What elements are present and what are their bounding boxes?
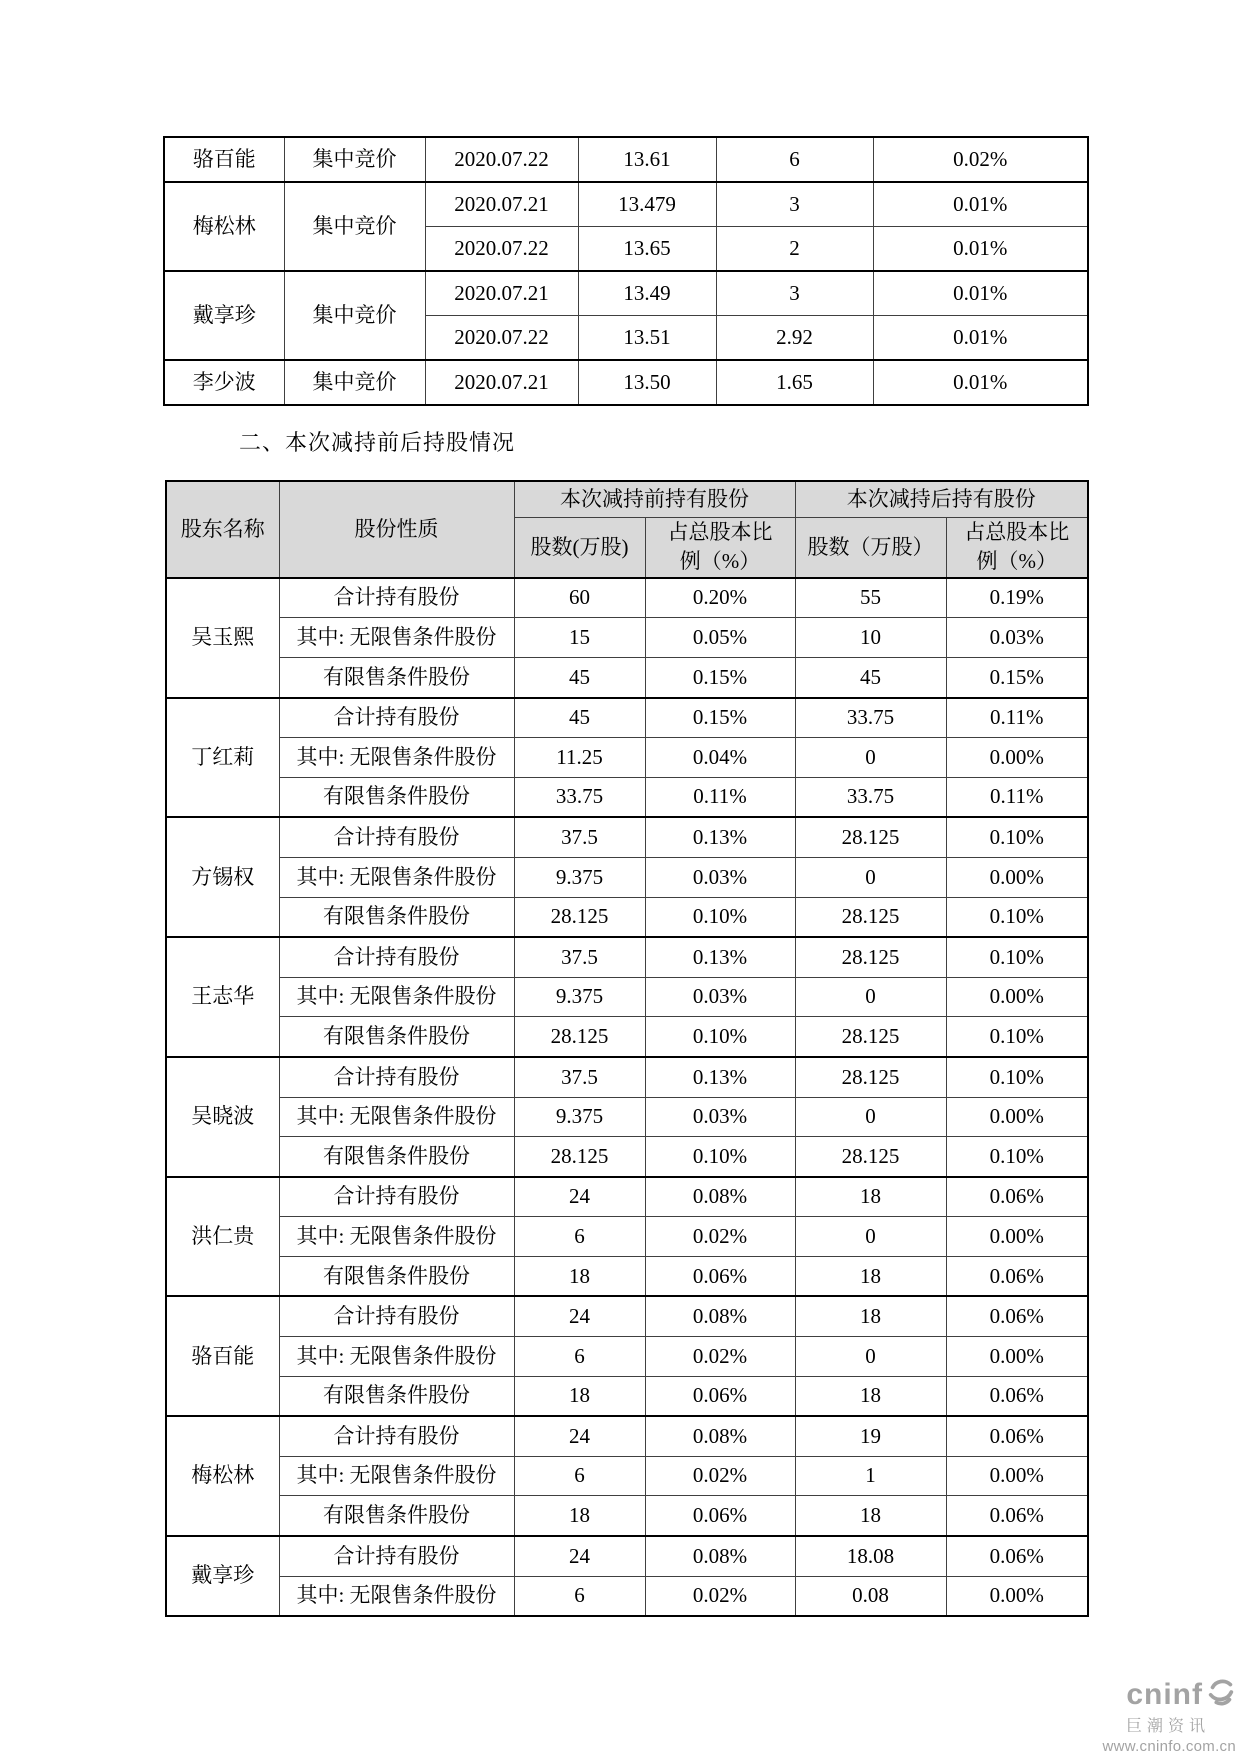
share-nature-cell: 有限售条件股份 <box>279 1256 514 1296</box>
after-shares-cell: 28.125 <box>795 1017 946 1057</box>
after-shares-cell: 18 <box>795 1496 946 1536</box>
share-nature-cell: 合计持有股份 <box>279 1536 514 1576</box>
reduction-method-cell: 集中竞价 <box>284 271 425 360</box>
share-nature-cell: 有限售条件股份 <box>279 897 514 937</box>
after-shares-cell: 0.08 <box>795 1576 946 1616</box>
avg-price-cell: 13.61 <box>578 137 716 182</box>
before-ratio-cell: 0.15% <box>645 698 795 738</box>
before-ratio-cell: 0.10% <box>645 1017 795 1057</box>
after-shares-cell: 55 <box>795 578 946 618</box>
avg-price-cell: 13.49 <box>578 271 716 316</box>
before-shares-cell: 9.375 <box>514 857 645 897</box>
share-nature-cell: 其中: 无限售条件股份 <box>279 1097 514 1137</box>
table-row <box>164 360 1088 405</box>
ratio-cell: 0.01% <box>873 316 1088 361</box>
table-row <box>166 937 1088 977</box>
after-ratio-cell: 0.00% <box>946 977 1088 1017</box>
shares-reduced-cell: 1.65 <box>716 360 873 405</box>
before-shares-cell: 6 <box>514 1456 645 1496</box>
shareholder-name-cell: 洪仁贵 <box>166 1177 279 1297</box>
after-ratio-cell: 0.11% <box>946 777 1088 817</box>
reduction-date-cell: 2020.07.22 <box>425 316 578 361</box>
table-row <box>166 817 1088 857</box>
after-ratio-cell: 0.10% <box>946 1137 1088 1177</box>
after-shares-cell: 28.125 <box>795 817 946 857</box>
table-row <box>166 777 1088 817</box>
before-ratio-cell: 0.05% <box>645 618 795 658</box>
shareholder-name-cell: 骆百能 <box>166 1296 279 1416</box>
shareholder-name-cell: 戴享珍 <box>166 1536 279 1616</box>
after-shares-cell: 0 <box>795 857 946 897</box>
after-ratio-cell: 0.10% <box>946 1057 1088 1097</box>
after-shares-cell: 0 <box>795 1337 946 1377</box>
shareholder-name-cell: 骆百能 <box>164 137 284 182</box>
after-shares-cell: 28.125 <box>795 897 946 937</box>
before-ratio-cell: 0.06% <box>645 1496 795 1536</box>
table-row <box>166 1057 1088 1097</box>
before-shares-cell: 28.125 <box>514 1017 645 1057</box>
before-ratio-cell: 0.08% <box>645 1177 795 1217</box>
reduction-method-cell: 集中竞价 <box>284 182 425 271</box>
before-ratio-cell: 0.06% <box>645 1376 795 1416</box>
reduction-date-cell: 2020.07.21 <box>425 271 578 316</box>
cninfo-url: www.cninfo.com.cn <box>1102 1738 1236 1755</box>
shares-reduced-cell: 3 <box>716 182 873 227</box>
table-row <box>166 1296 1088 1336</box>
before-shares-cell: 24 <box>514 1177 645 1217</box>
share-nature-cell: 有限售条件股份 <box>279 1137 514 1177</box>
cninfo-brand-text: cninf <box>1126 1678 1203 1711</box>
before-ratio-cell: 0.13% <box>645 937 795 977</box>
shareholder-name-cell: 吴玉熙 <box>166 578 279 698</box>
before-ratio-cell: 0.10% <box>645 1137 795 1177</box>
before-shares-cell: 45 <box>514 657 645 697</box>
ratio-cell: 0.01% <box>873 360 1088 405</box>
before-shares-cell: 37.5 <box>514 937 645 977</box>
after-ratio-cell: 0.06% <box>946 1256 1088 1296</box>
before-ratio-cell: 0.03% <box>645 1097 795 1137</box>
share-nature-cell: 其中: 无限售条件股份 <box>279 1576 514 1616</box>
after-shares-cell: 18 <box>795 1296 946 1336</box>
col-header-share-nature: 股份性质 <box>279 481 514 578</box>
before-shares-cell: 15 <box>514 618 645 658</box>
cninfo-swirl-icon <box>1206 1678 1236 1712</box>
before-shares-cell: 45 <box>514 698 645 738</box>
share-nature-cell: 其中: 无限售条件股份 <box>279 857 514 897</box>
table-row <box>164 182 1088 227</box>
share-nature-cell: 其中: 无限售条件股份 <box>279 977 514 1017</box>
after-shares-cell: 19 <box>795 1416 946 1456</box>
avg-price-cell: 13.479 <box>578 182 716 227</box>
reduction-date-cell: 2020.07.22 <box>425 137 578 182</box>
before-ratio-cell: 0.08% <box>645 1536 795 1576</box>
before-ratio-cell: 0.11% <box>645 777 795 817</box>
reduction-date-cell: 2020.07.21 <box>425 360 578 405</box>
share-nature-cell: 合计持有股份 <box>279 817 514 857</box>
share-nature-cell: 有限售条件股份 <box>279 777 514 817</box>
table-row <box>166 1576 1088 1616</box>
before-shares-cell: 37.5 <box>514 1057 645 1097</box>
cninfo-watermark <box>1026 1678 1236 1755</box>
after-ratio-cell: 0.06% <box>946 1376 1088 1416</box>
table-row <box>166 1536 1088 1576</box>
after-ratio-cell: 0.06% <box>946 1177 1088 1217</box>
shares-reduced-cell: 2 <box>716 227 873 272</box>
after-shares-cell: 18 <box>795 1256 946 1296</box>
after-ratio-cell: 0.00% <box>946 857 1088 897</box>
after-ratio-cell: 0.10% <box>946 937 1088 977</box>
before-ratio-cell: 0.15% <box>645 657 795 697</box>
before-shares-cell: 24 <box>514 1416 645 1456</box>
table-row <box>166 578 1088 618</box>
after-ratio-cell: 0.06% <box>946 1496 1088 1536</box>
table-row <box>166 1376 1088 1416</box>
before-shares-cell: 6 <box>514 1217 645 1257</box>
after-ratio-cell: 0.00% <box>946 1576 1088 1616</box>
shareholder-name-cell: 梅松林 <box>164 182 284 271</box>
after-shares-cell: 0 <box>795 738 946 778</box>
after-ratio-cell: 0.00% <box>946 1217 1088 1257</box>
before-shares-cell: 18 <box>514 1256 645 1296</box>
before-ratio-cell: 0.08% <box>645 1296 795 1336</box>
before-shares-cell: 11.25 <box>514 738 645 778</box>
share-nature-cell: 合计持有股份 <box>279 1177 514 1217</box>
share-nature-cell: 合计持有股份 <box>279 1057 514 1097</box>
table-row <box>166 1496 1088 1536</box>
table-row <box>164 271 1088 316</box>
after-shares-cell: 28.125 <box>795 937 946 977</box>
avg-price-cell: 13.51 <box>578 316 716 361</box>
shares-reduced-cell: 2.92 <box>716 316 873 361</box>
before-shares-cell: 6 <box>514 1576 645 1616</box>
table-row <box>166 857 1088 897</box>
ratio-cell: 0.01% <box>873 227 1088 272</box>
table-row <box>166 1177 1088 1217</box>
before-ratio-cell: 0.03% <box>645 977 795 1017</box>
table-row <box>166 1217 1088 1257</box>
shareholder-name-cell: 戴享珍 <box>164 271 284 360</box>
ratio-cell: 0.01% <box>873 182 1088 227</box>
after-ratio-cell: 0.10% <box>946 897 1088 937</box>
shareholder-name-cell: 方锡权 <box>166 817 279 937</box>
before-shares-cell: 6 <box>514 1337 645 1377</box>
before-ratio-cell: 0.02% <box>645 1456 795 1496</box>
section-title: 二、本次减持前后持股情况 <box>239 430 516 455</box>
after-ratio-cell: 0.10% <box>946 1017 1088 1057</box>
after-shares-cell: 0 <box>795 1097 946 1137</box>
reduction-date-cell: 2020.07.21 <box>425 182 578 227</box>
before-shares-cell: 28.125 <box>514 1137 645 1177</box>
shareholder-name-cell: 王志华 <box>166 937 279 1057</box>
avg-price-cell: 13.65 <box>578 227 716 272</box>
before-ratio-cell: 0.06% <box>645 1256 795 1296</box>
col-header-after-reduction-group: 本次减持后持有股份 <box>795 481 1088 518</box>
col-header-before-reduction-group: 本次减持前持有股份 <box>514 481 795 518</box>
share-nature-cell: 合计持有股份 <box>279 698 514 738</box>
before-ratio-cell: 0.10% <box>645 897 795 937</box>
share-nature-cell: 合计持有股份 <box>279 1296 514 1336</box>
after-ratio-cell: 0.06% <box>946 1536 1088 1576</box>
before-ratio-cell: 0.13% <box>645 817 795 857</box>
ratio-cell: 0.02% <box>873 137 1088 182</box>
before-shares-cell: 9.375 <box>514 977 645 1017</box>
after-shares-cell: 18 <box>795 1376 946 1416</box>
before-ratio-cell: 0.03% <box>645 857 795 897</box>
table-row <box>166 1137 1088 1177</box>
after-shares-cell: 18 <box>795 1177 946 1217</box>
share-nature-cell: 其中: 无限售条件股份 <box>279 738 514 778</box>
reduction-method-cell: 集中竞价 <box>284 137 425 182</box>
share-nature-cell: 其中: 无限售条件股份 <box>279 1337 514 1377</box>
col-header-before-ratio: 占总股本比例（%） <box>645 518 795 578</box>
table-row <box>166 1416 1088 1456</box>
holdings-before-after-table <box>165 480 1089 1617</box>
share-nature-cell: 其中: 无限售条件股份 <box>279 618 514 658</box>
ratio-cell: 0.01% <box>873 271 1088 316</box>
shareholder-name-cell: 吴晓波 <box>166 1057 279 1177</box>
table-row <box>164 137 1088 182</box>
table-row <box>166 1256 1088 1296</box>
after-ratio-cell: 0.06% <box>946 1296 1088 1336</box>
before-shares-cell: 33.75 <box>514 777 645 817</box>
after-shares-cell: 33.75 <box>795 698 946 738</box>
before-shares-cell: 18 <box>514 1376 645 1416</box>
after-ratio-cell: 0.00% <box>946 738 1088 778</box>
before-shares-cell: 28.125 <box>514 897 645 937</box>
after-shares-cell: 45 <box>795 657 946 697</box>
table-row <box>166 618 1088 658</box>
share-nature-cell: 其中: 无限售条件股份 <box>279 1456 514 1496</box>
after-ratio-cell: 0.00% <box>946 1097 1088 1137</box>
shareholder-name-cell: 梅松林 <box>166 1416 279 1536</box>
table-row <box>166 1097 1088 1137</box>
share-nature-cell: 其中: 无限售条件股份 <box>279 1217 514 1257</box>
reduction-transactions-table <box>163 136 1089 406</box>
share-nature-cell: 有限售条件股份 <box>279 1017 514 1057</box>
after-ratio-cell: 0.03% <box>946 618 1088 658</box>
before-shares-cell: 24 <box>514 1296 645 1336</box>
after-ratio-cell: 0.06% <box>946 1416 1088 1456</box>
after-shares-cell: 18.08 <box>795 1536 946 1576</box>
after-shares-cell: 1 <box>795 1456 946 1496</box>
before-shares-cell: 9.375 <box>514 1097 645 1137</box>
after-shares-cell: 0 <box>795 1217 946 1257</box>
table-row <box>166 657 1088 697</box>
shareholder-name-cell: 李少波 <box>164 360 284 405</box>
after-shares-cell: 33.75 <box>795 777 946 817</box>
after-ratio-cell: 0.15% <box>946 657 1088 697</box>
before-shares-cell: 37.5 <box>514 817 645 857</box>
shareholder-name-cell: 丁红莉 <box>166 698 279 818</box>
shares-reduced-cell: 6 <box>716 137 873 182</box>
share-nature-cell: 有限售条件股份 <box>279 1496 514 1536</box>
after-ratio-cell: 0.00% <box>946 1456 1088 1496</box>
share-nature-cell: 有限售条件股份 <box>279 1376 514 1416</box>
table-row <box>166 698 1088 738</box>
share-nature-cell: 合计持有股份 <box>279 937 514 977</box>
col-header-after-ratio: 占总股本比例（%） <box>946 518 1088 578</box>
table-row <box>166 1017 1088 1057</box>
before-ratio-cell: 0.02% <box>645 1217 795 1257</box>
after-ratio-cell: 0.10% <box>946 817 1088 857</box>
before-ratio-cell: 0.02% <box>645 1337 795 1377</box>
table-row <box>166 1456 1088 1496</box>
after-ratio-cell: 0.00% <box>946 1337 1088 1377</box>
before-ratio-cell: 0.20% <box>645 578 795 618</box>
before-ratio-cell: 0.04% <box>645 738 795 778</box>
reduction-date-cell: 2020.07.22 <box>425 227 578 272</box>
table-row <box>166 738 1088 778</box>
table-row <box>166 1337 1088 1377</box>
cninfo-chinese-name: 巨潮资讯 <box>1125 1718 1210 1735</box>
share-nature-cell: 合计持有股份 <box>279 578 514 618</box>
table-row <box>166 897 1088 937</box>
before-ratio-cell: 0.02% <box>645 1576 795 1616</box>
before-shares-cell: 18 <box>514 1496 645 1536</box>
after-ratio-cell: 0.19% <box>946 578 1088 618</box>
after-shares-cell: 28.125 <box>795 1137 946 1177</box>
before-shares-cell: 60 <box>514 578 645 618</box>
reduction-method-cell: 集中竞价 <box>284 360 425 405</box>
before-ratio-cell: 0.13% <box>645 1057 795 1097</box>
shares-reduced-cell: 3 <box>716 271 873 316</box>
share-nature-cell: 有限售条件股份 <box>279 657 514 697</box>
before-shares-cell: 24 <box>514 1536 645 1576</box>
table-row <box>166 977 1088 1017</box>
col-header-before-shares: 股数(万股) <box>514 518 645 578</box>
avg-price-cell: 13.50 <box>578 360 716 405</box>
col-header-shareholder-name: 股东名称 <box>166 481 279 578</box>
share-nature-cell: 合计持有股份 <box>279 1416 514 1456</box>
after-shares-cell: 0 <box>795 977 946 1017</box>
after-shares-cell: 10 <box>795 618 946 658</box>
after-shares-cell: 28.125 <box>795 1057 946 1097</box>
after-ratio-cell: 0.11% <box>946 698 1088 738</box>
col-header-after-shares: 股数（万股） <box>795 518 946 578</box>
before-ratio-cell: 0.08% <box>645 1416 795 1456</box>
